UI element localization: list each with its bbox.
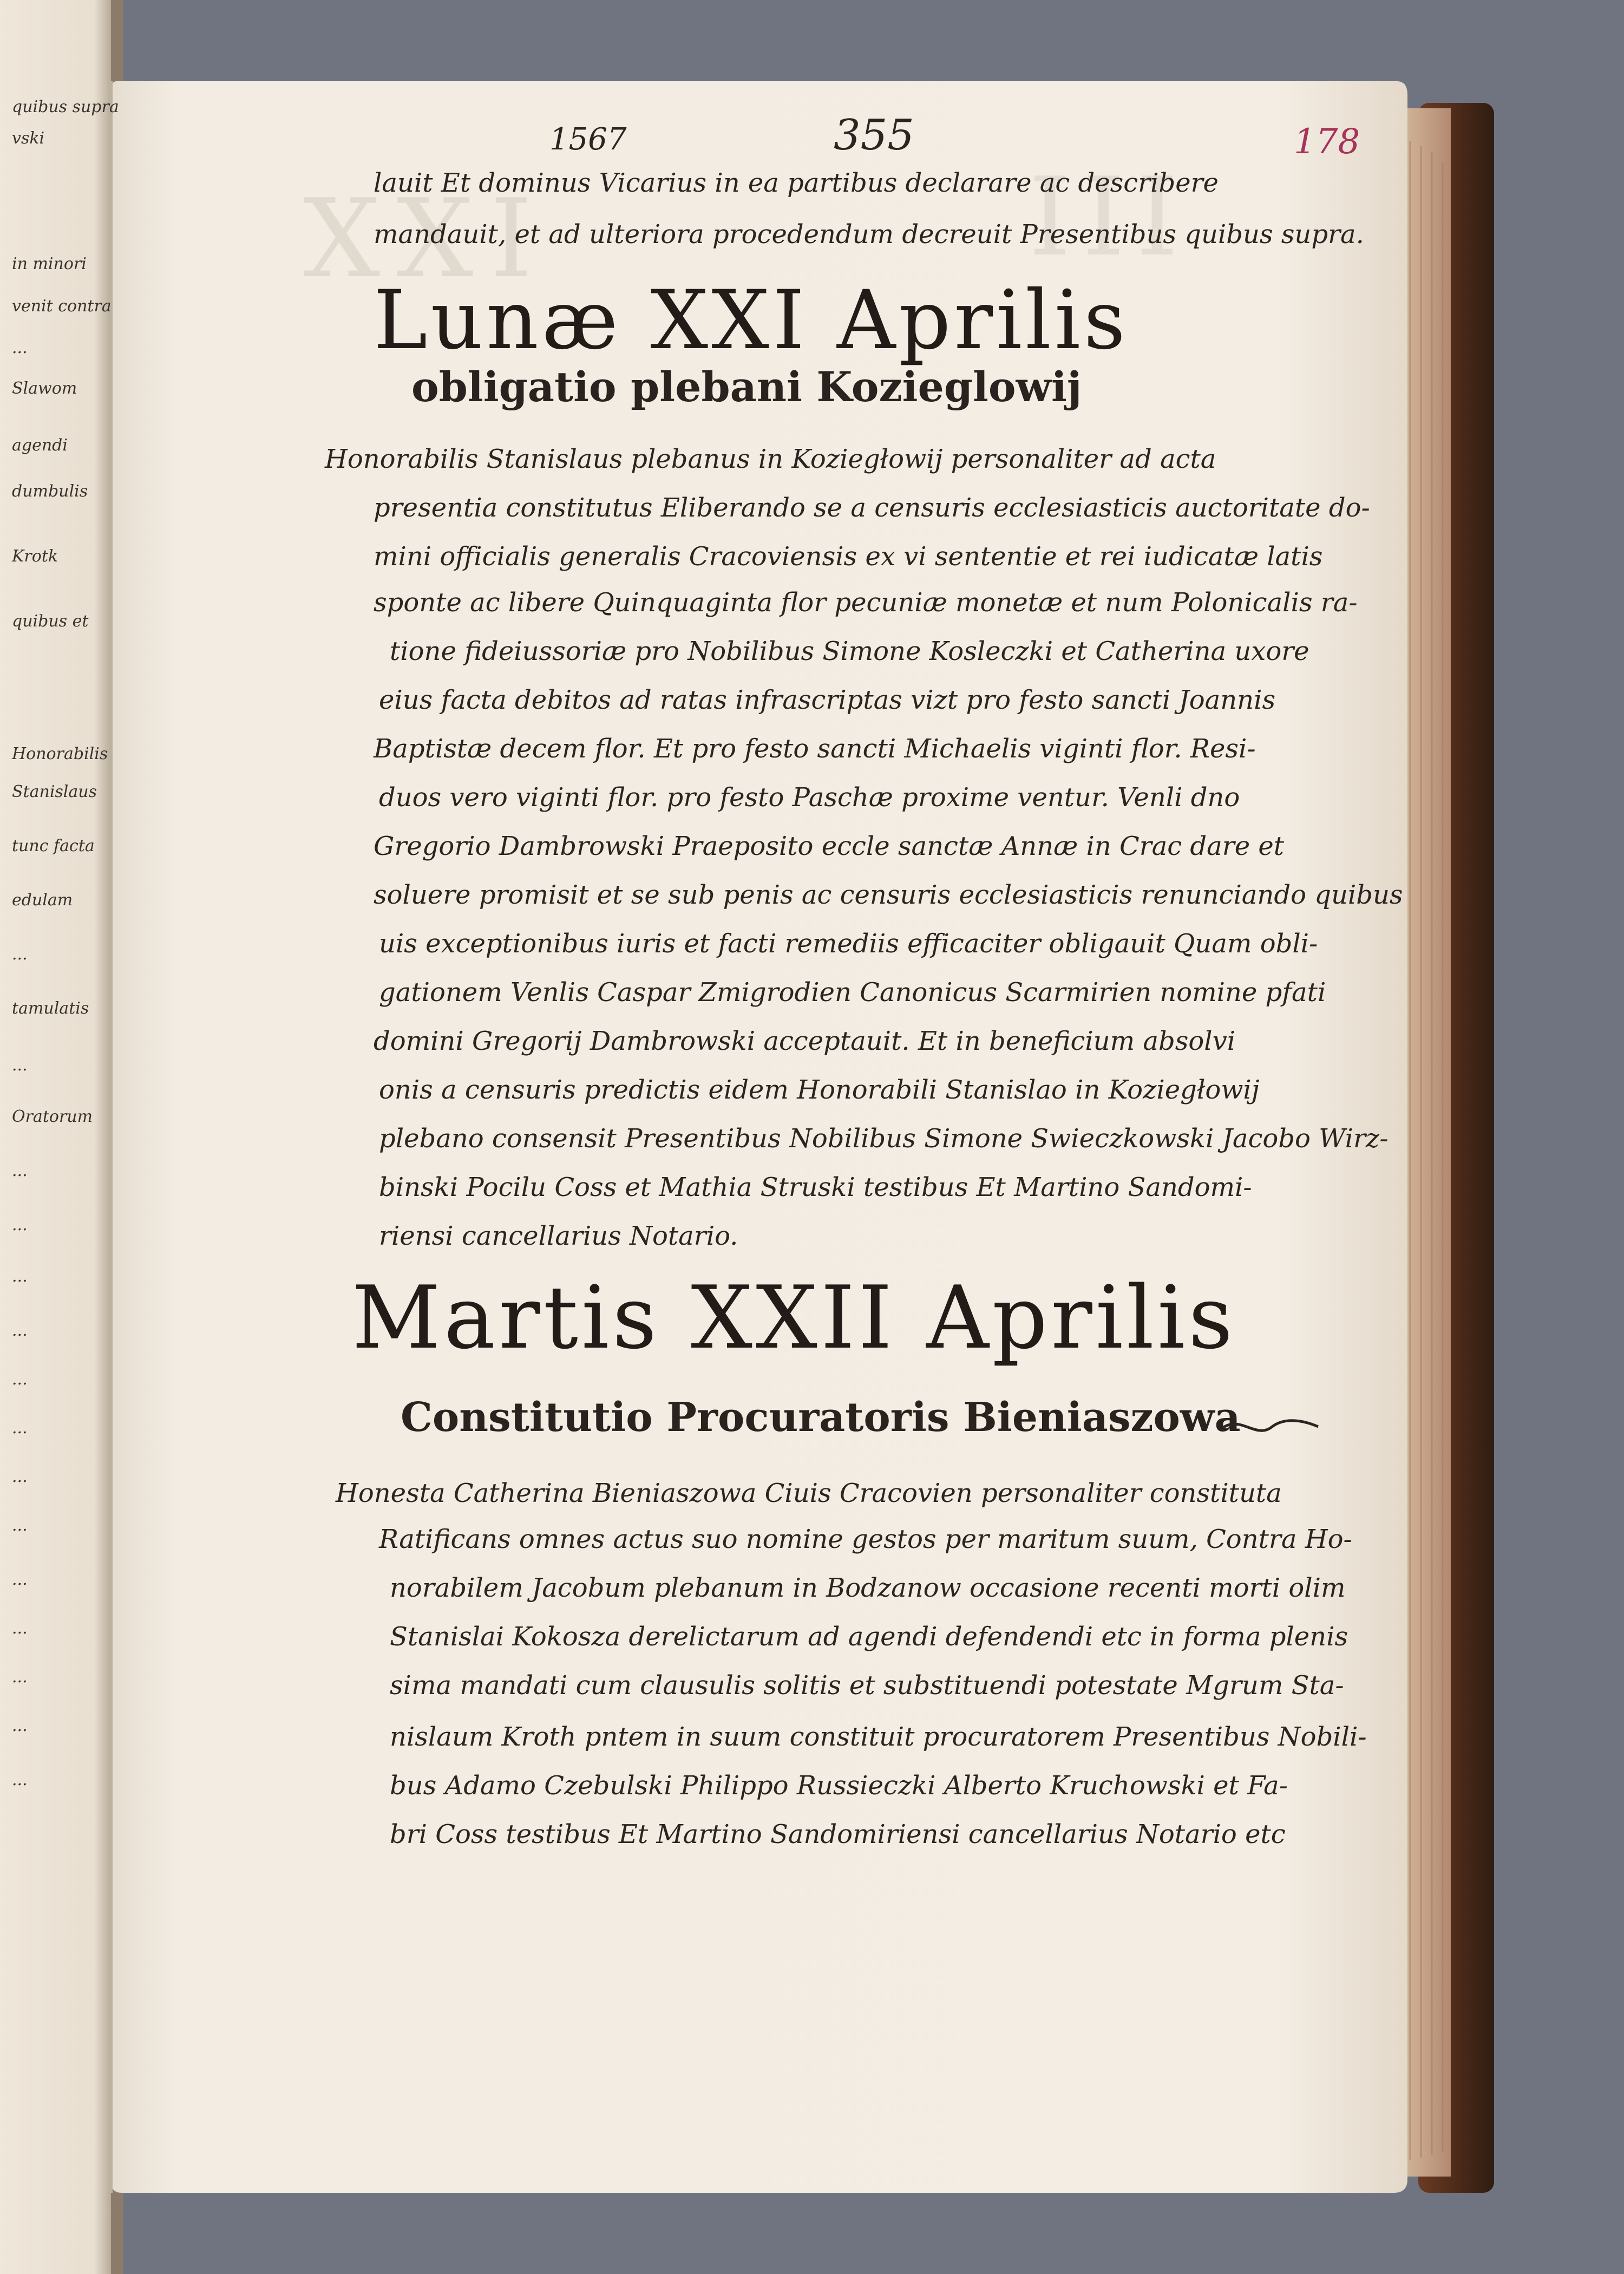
svg-text:XXI: XXI — [303, 176, 549, 302]
manuscript-line: nislaum Kroth pntem in suum constituit procuratorem Presentibus Nobili- — [390, 1722, 1367, 1752]
manuscript-line: sponte ac libere Quinquaginta flor pecuniæ monetæ et num Polonicalis ra- — [374, 587, 1358, 618]
left-fragment: in minori — [12, 254, 87, 273]
left-fragment: quibus supra — [12, 97, 119, 116]
date-heading: Lunæ XXI Aprilis — [374, 273, 1129, 368]
left-fragment: Oratorum — [12, 1107, 93, 1126]
left-fragment: tunc facta — [12, 837, 95, 855]
manuscript-line: sima mandati cum clausulis solitis et substituendi potestate Mgrum Sta- — [390, 1670, 1344, 1701]
manuscript-line: mini officialis generalis Cracoviensis ex vi sententie et rei iudicatæ latis — [374, 541, 1323, 572]
left-fragment: ... — [12, 1161, 28, 1180]
manuscript-line: eius facta debitos ad ratas infrascriptas vizt pro festo sancti Joannis — [379, 685, 1276, 715]
manuscript-line: uis exceptionibus iuris et facti remediis efficaciter obligauit Quam obli- — [379, 929, 1318, 959]
folio-corner-number: 178 — [1294, 122, 1360, 162]
manuscript-line: riensi cancellarius Notario. — [379, 1221, 738, 1251]
year-number: 1567 — [549, 122, 627, 157]
date-heading: Martis XXII Aprilis — [352, 1267, 1236, 1368]
manuscript-line: bus Adamo Czebulski Philippo Russieczki Alberto Kruchowski et Fa- — [390, 1770, 1288, 1801]
manuscript-line: onis a censuris predictis eidem Honorabili Stanislao in Koziegłowij — [379, 1075, 1260, 1105]
left-fragment: ... — [12, 1419, 28, 1437]
left-fragment: ... — [12, 1619, 28, 1638]
left-fragment: ... — [12, 1467, 28, 1486]
left-fragment: ... — [12, 338, 28, 357]
left-fragment: tamulatis — [12, 999, 89, 1018]
manuscript-line: Honesta Catherina Bieniaszowa Ciuis Cracovien personaliter constituta — [336, 1478, 1282, 1508]
left-fragment: venit contra — [12, 297, 112, 316]
left-fragment: quibus et — [12, 612, 89, 631]
manuscript-line: Honorabilis Stanislaus plebanus in Koziegłowij personaliter ad acta — [325, 444, 1216, 474]
left-fragment: dumbulis — [12, 482, 88, 501]
entry-title: Constitutio Procuratoris Bieniaszowa — [401, 1394, 1241, 1441]
flourish-icon — [1218, 1413, 1321, 1440]
left-fragment: ... — [12, 1516, 28, 1535]
manuscript-line: gationem Venlis Caspar Zmigrodien Canonicus Scarmirien nomine pfati — [379, 977, 1326, 1008]
manuscript-line: domini Gregorij Dambrowski acceptauit. Et in beneficium absolvi — [374, 1026, 1236, 1056]
left-fragment: vski — [12, 129, 45, 148]
left-fragment: ... — [12, 1056, 28, 1075]
left-fragment: Stanislaus — [12, 782, 97, 801]
manuscript-line: soluere promisit et se sub penis ac censuris ecclesiasticis renunciando quibus — [374, 880, 1403, 910]
left-fragment: edulam — [12, 891, 73, 910]
entry-title: obligatio plebani Kozieglowij — [411, 363, 1082, 411]
left-fragment: agendi — [12, 436, 68, 455]
left-fragment: ... — [12, 1770, 28, 1789]
manuscript-line: bri Coss testibus Et Martino Sandomiriensi cancellarius Notario etc — [390, 1819, 1286, 1850]
manuscript-line: presentia constitutus Eliberando se a censuris ecclesiasticis auctoritate do- — [374, 493, 1370, 523]
manuscript-line: Gregorio Dambrowski Praeposito eccle sanctæ Annæ in Crac dare et — [374, 831, 1285, 861]
left-fragment: ... — [12, 1716, 28, 1735]
manuscript-line: mandauit, et ad ulteriora procedendum decreuit Presentibus quibus supra. — [374, 219, 1364, 250]
manuscript-line: tione fideiussoriæ pro Nobilibus Simone Kosleczki et Catherina uxore — [390, 636, 1309, 666]
left-fragment: ... — [12, 1370, 28, 1389]
left-fragment: ... — [12, 1570, 28, 1589]
manuscript-line: Baptistæ decem flor. Et pro festo sancti Michaelis viginti flor. Resi- — [374, 734, 1256, 764]
manuscript-line: lauit Et dominus Vicarius in ea partibus declarare ac describere — [374, 168, 1219, 198]
manuscript-line: norabilem Jacobum plebanum in Bodzanow occasione recenti morti olim — [390, 1573, 1346, 1603]
manuscript-line: Ratificans omnes actus suo nomine gestos per maritum suum, Contra Ho- — [379, 1524, 1352, 1554]
manuscript-line: binski Pocilu Coss et Mathia Struski testibus Et Martino Sandomi- — [379, 1172, 1252, 1203]
left-fragment: ... — [12, 1267, 28, 1286]
left-fragment: ... — [12, 1668, 28, 1687]
left-fragment: ... — [12, 1216, 28, 1234]
manuscript-line: plebano consensit Presentibus Nobilibus Simone Swieczkowski Jacobo Wirz- — [379, 1123, 1389, 1154]
manuscript-line: Stanislai Kokosza derelictarum ad agendi defendendi etc in forma plenis — [390, 1622, 1348, 1652]
left-fragment: ... — [12, 1321, 28, 1340]
folio-number: 355 — [834, 111, 914, 160]
manuscript-line: duos vero viginti flor. pro festo Paschæ proxime ventur. Venli dno — [379, 782, 1240, 813]
left-fragment: Slawom — [12, 379, 77, 398]
left-fragment: Krotk — [12, 547, 58, 566]
left-fragment: Honorabilis — [12, 744, 108, 763]
svg-text:III: III — [1029, 154, 1190, 280]
left-fragment: ... — [12, 945, 28, 964]
